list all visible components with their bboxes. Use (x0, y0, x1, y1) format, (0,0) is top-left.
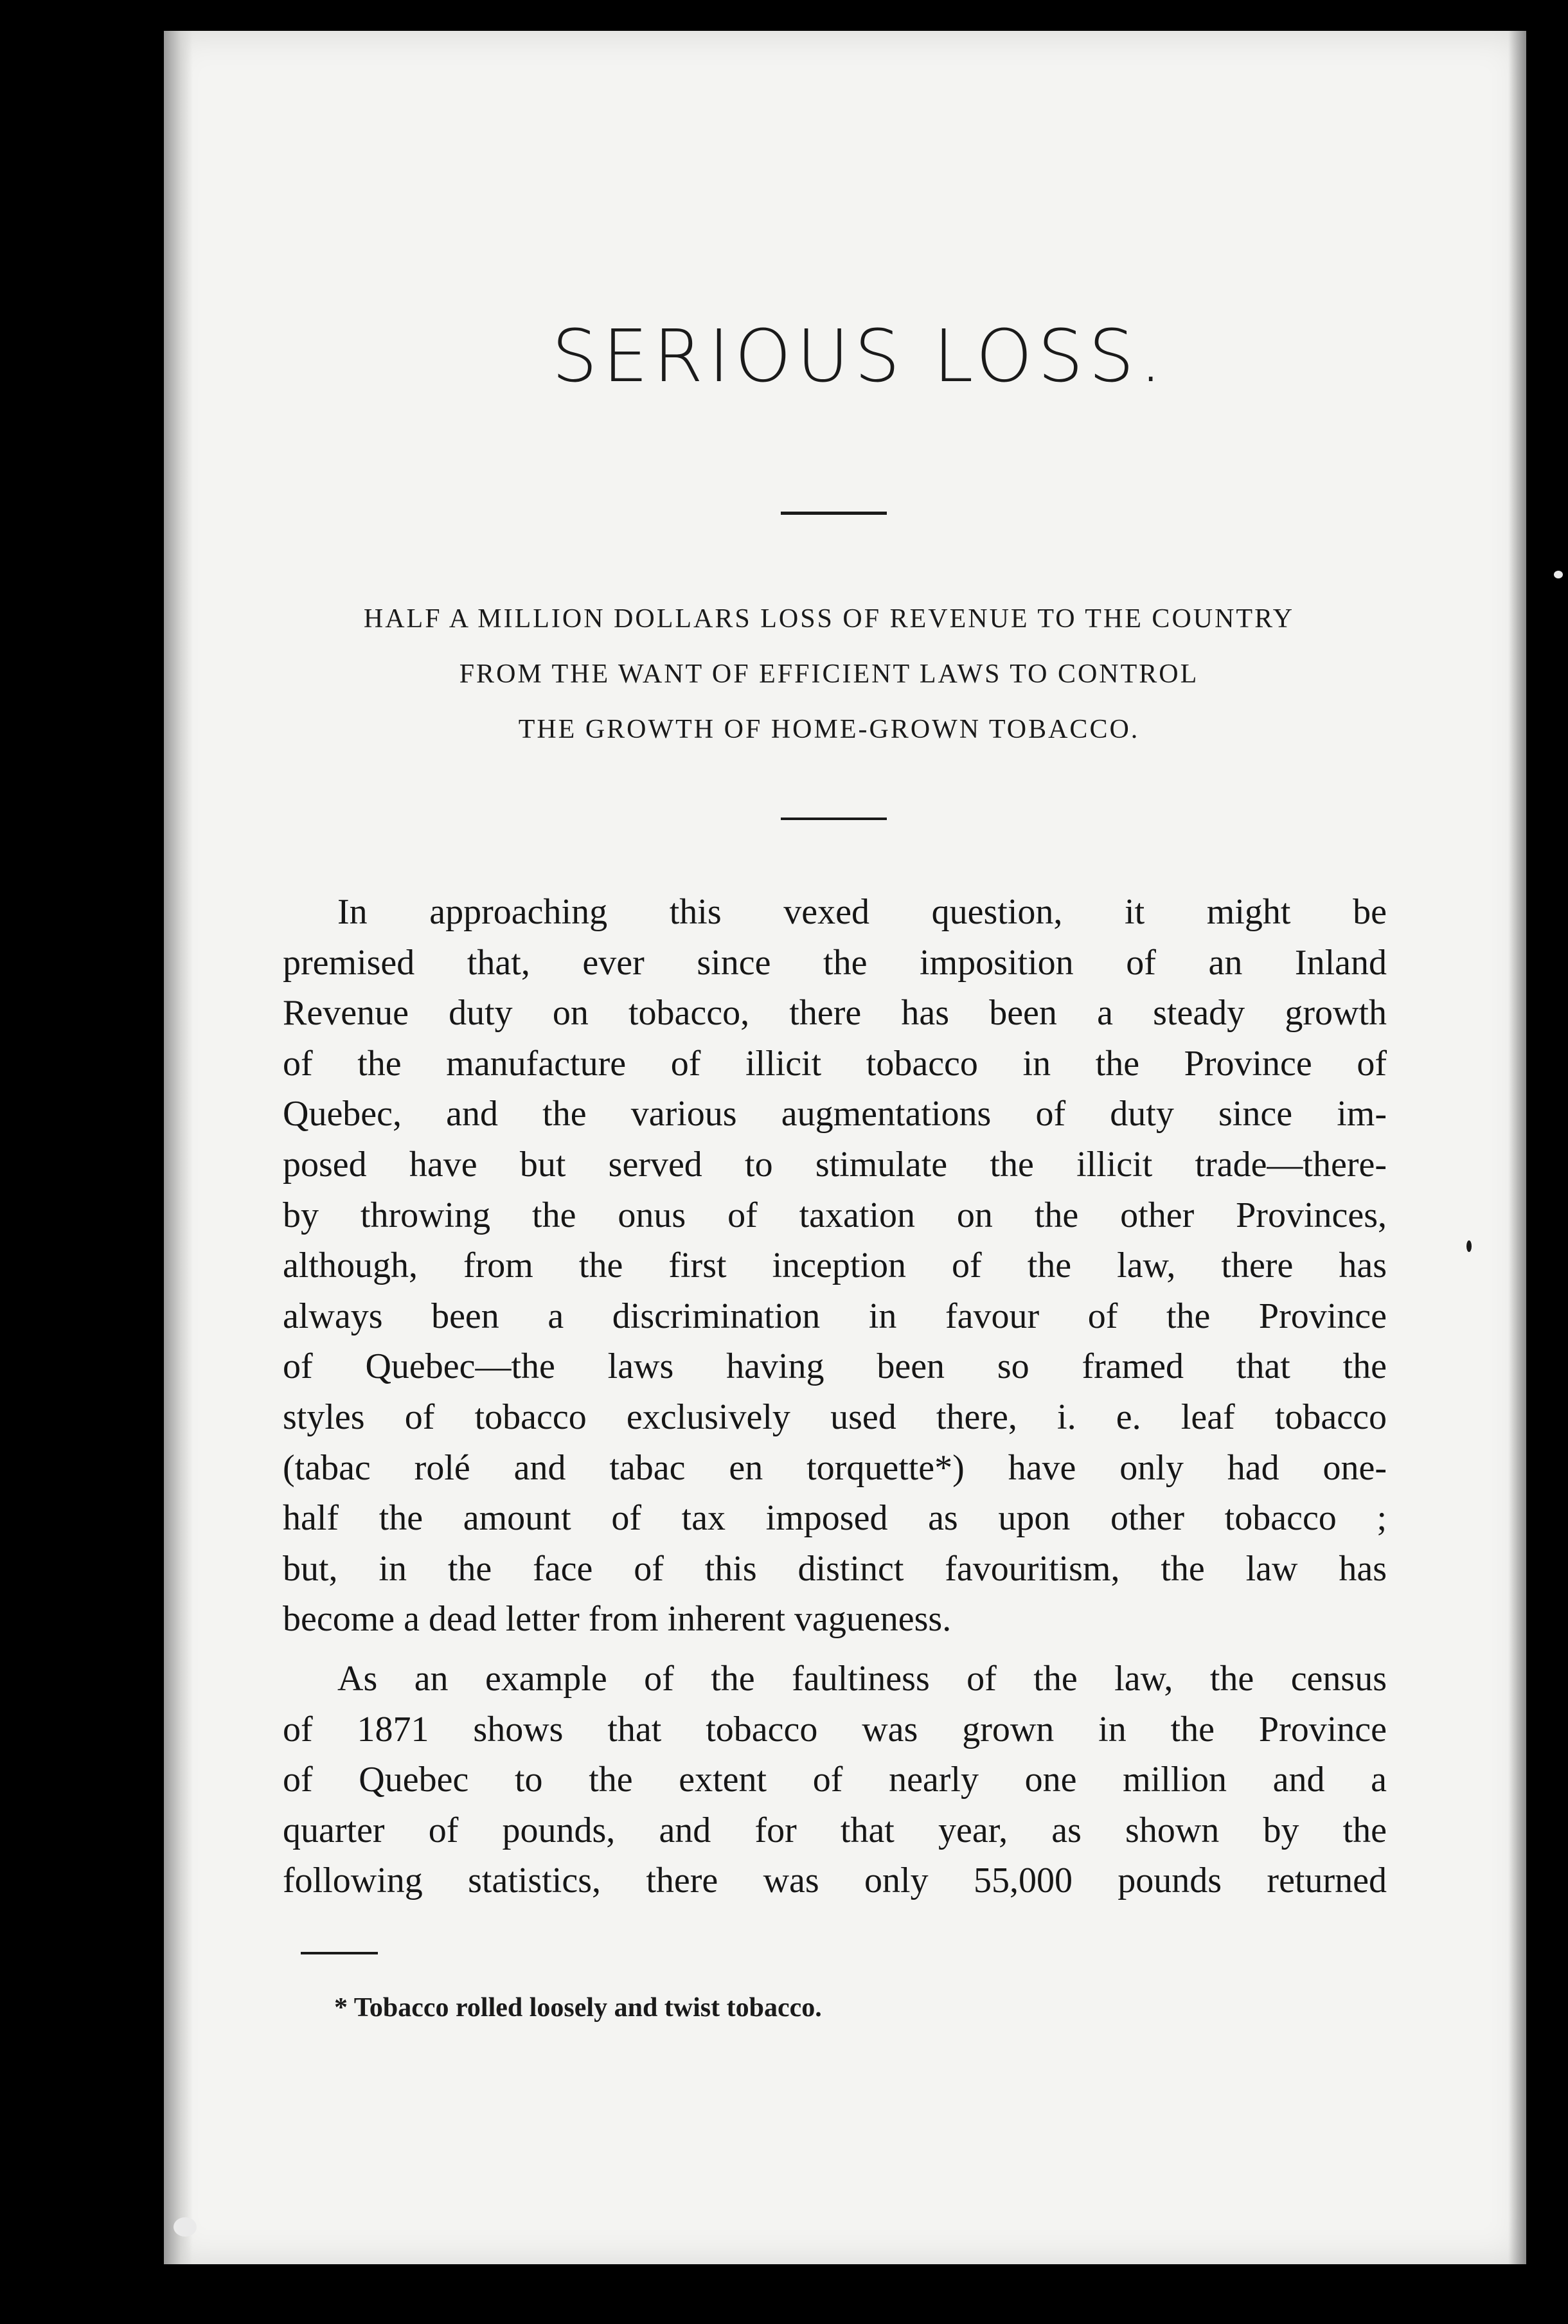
page-title: SERIOUS LOSS. (551, 315, 1168, 398)
subtitle (254, 591, 1404, 757)
subtitle-line: FROM THE WANT OF EFFICIENT LAWS TO CONTROL (459, 659, 1199, 689)
text-line: As an example of the faultiness of the law, the census (337, 1658, 1387, 1699)
text-line: always been a discrimination in favour of the Province (283, 1296, 1387, 1336)
scan-speck (1466, 1240, 1472, 1252)
text-line: styles of tobacco exclusively used there, i. e. leaf tobacco (283, 1397, 1387, 1437)
text-line: of Quebec to the extent of nearly one million and a (283, 1760, 1387, 1800)
text-line: but, in the face of this distinct favouritism, the law has (283, 1548, 1387, 1589)
scan-speck (1554, 571, 1563, 578)
subtitle-line: THE GROWTH OF HOME-GROWN TOBACCO. (518, 715, 1140, 744)
body-text (283, 887, 1387, 1906)
text-line: In approaching this vexed question, it might be (337, 892, 1387, 932)
text-line: premised that, ever since the imposition of an Inland (283, 942, 1387, 983)
text-line: become a dead letter from inherent vagueness. (283, 1599, 952, 1640)
text-line: although, from the first inception of the law, there has (283, 1246, 1387, 1286)
text-line: half the amount of tax imposed as upon other tobacco ; (283, 1498, 1387, 1539)
text-line: quarter of pounds, and for that year, as shown by the (283, 1810, 1387, 1850)
scan-speck (174, 2217, 197, 2237)
text-line: (tabac rolé and tabac en torquette*) have only had one- (283, 1447, 1387, 1488)
text-line: posed have but served to stimulate the illicit trade—there- (283, 1144, 1387, 1184)
text-line: by throwing the onus of taxation on the other Provinces, (283, 1195, 1387, 1235)
text-line: Quebec, and the various augmentations of duty since im- (283, 1094, 1387, 1134)
subtitle-divider (781, 818, 887, 820)
text-line: of the manufacture of illicit tobacco in the Province of (283, 1043, 1387, 1084)
footnote: * Tobacco rolled loosely and twist tobacco. (334, 1993, 822, 2023)
title-divider (781, 512, 887, 515)
text-line: Revenue duty on tobacco, there has been a steady growth (283, 993, 1387, 1033)
paragraph-2 (283, 1654, 1387, 1906)
footnote-divider (301, 1952, 378, 1954)
paragraph-1 (283, 887, 1387, 1645)
text-line: following statistics, there was only 55,000 pounds returned (283, 1861, 1387, 1901)
text-line: of 1871 shows that tobacco was grown in the Province (283, 1709, 1387, 1749)
subtitle-line: HALF A MILLION DOLLARS LOSS OF REVENUE TO THE COUNTRY (363, 604, 1295, 634)
text-line: of Quebec—the laws having been so framed that the (283, 1346, 1387, 1387)
